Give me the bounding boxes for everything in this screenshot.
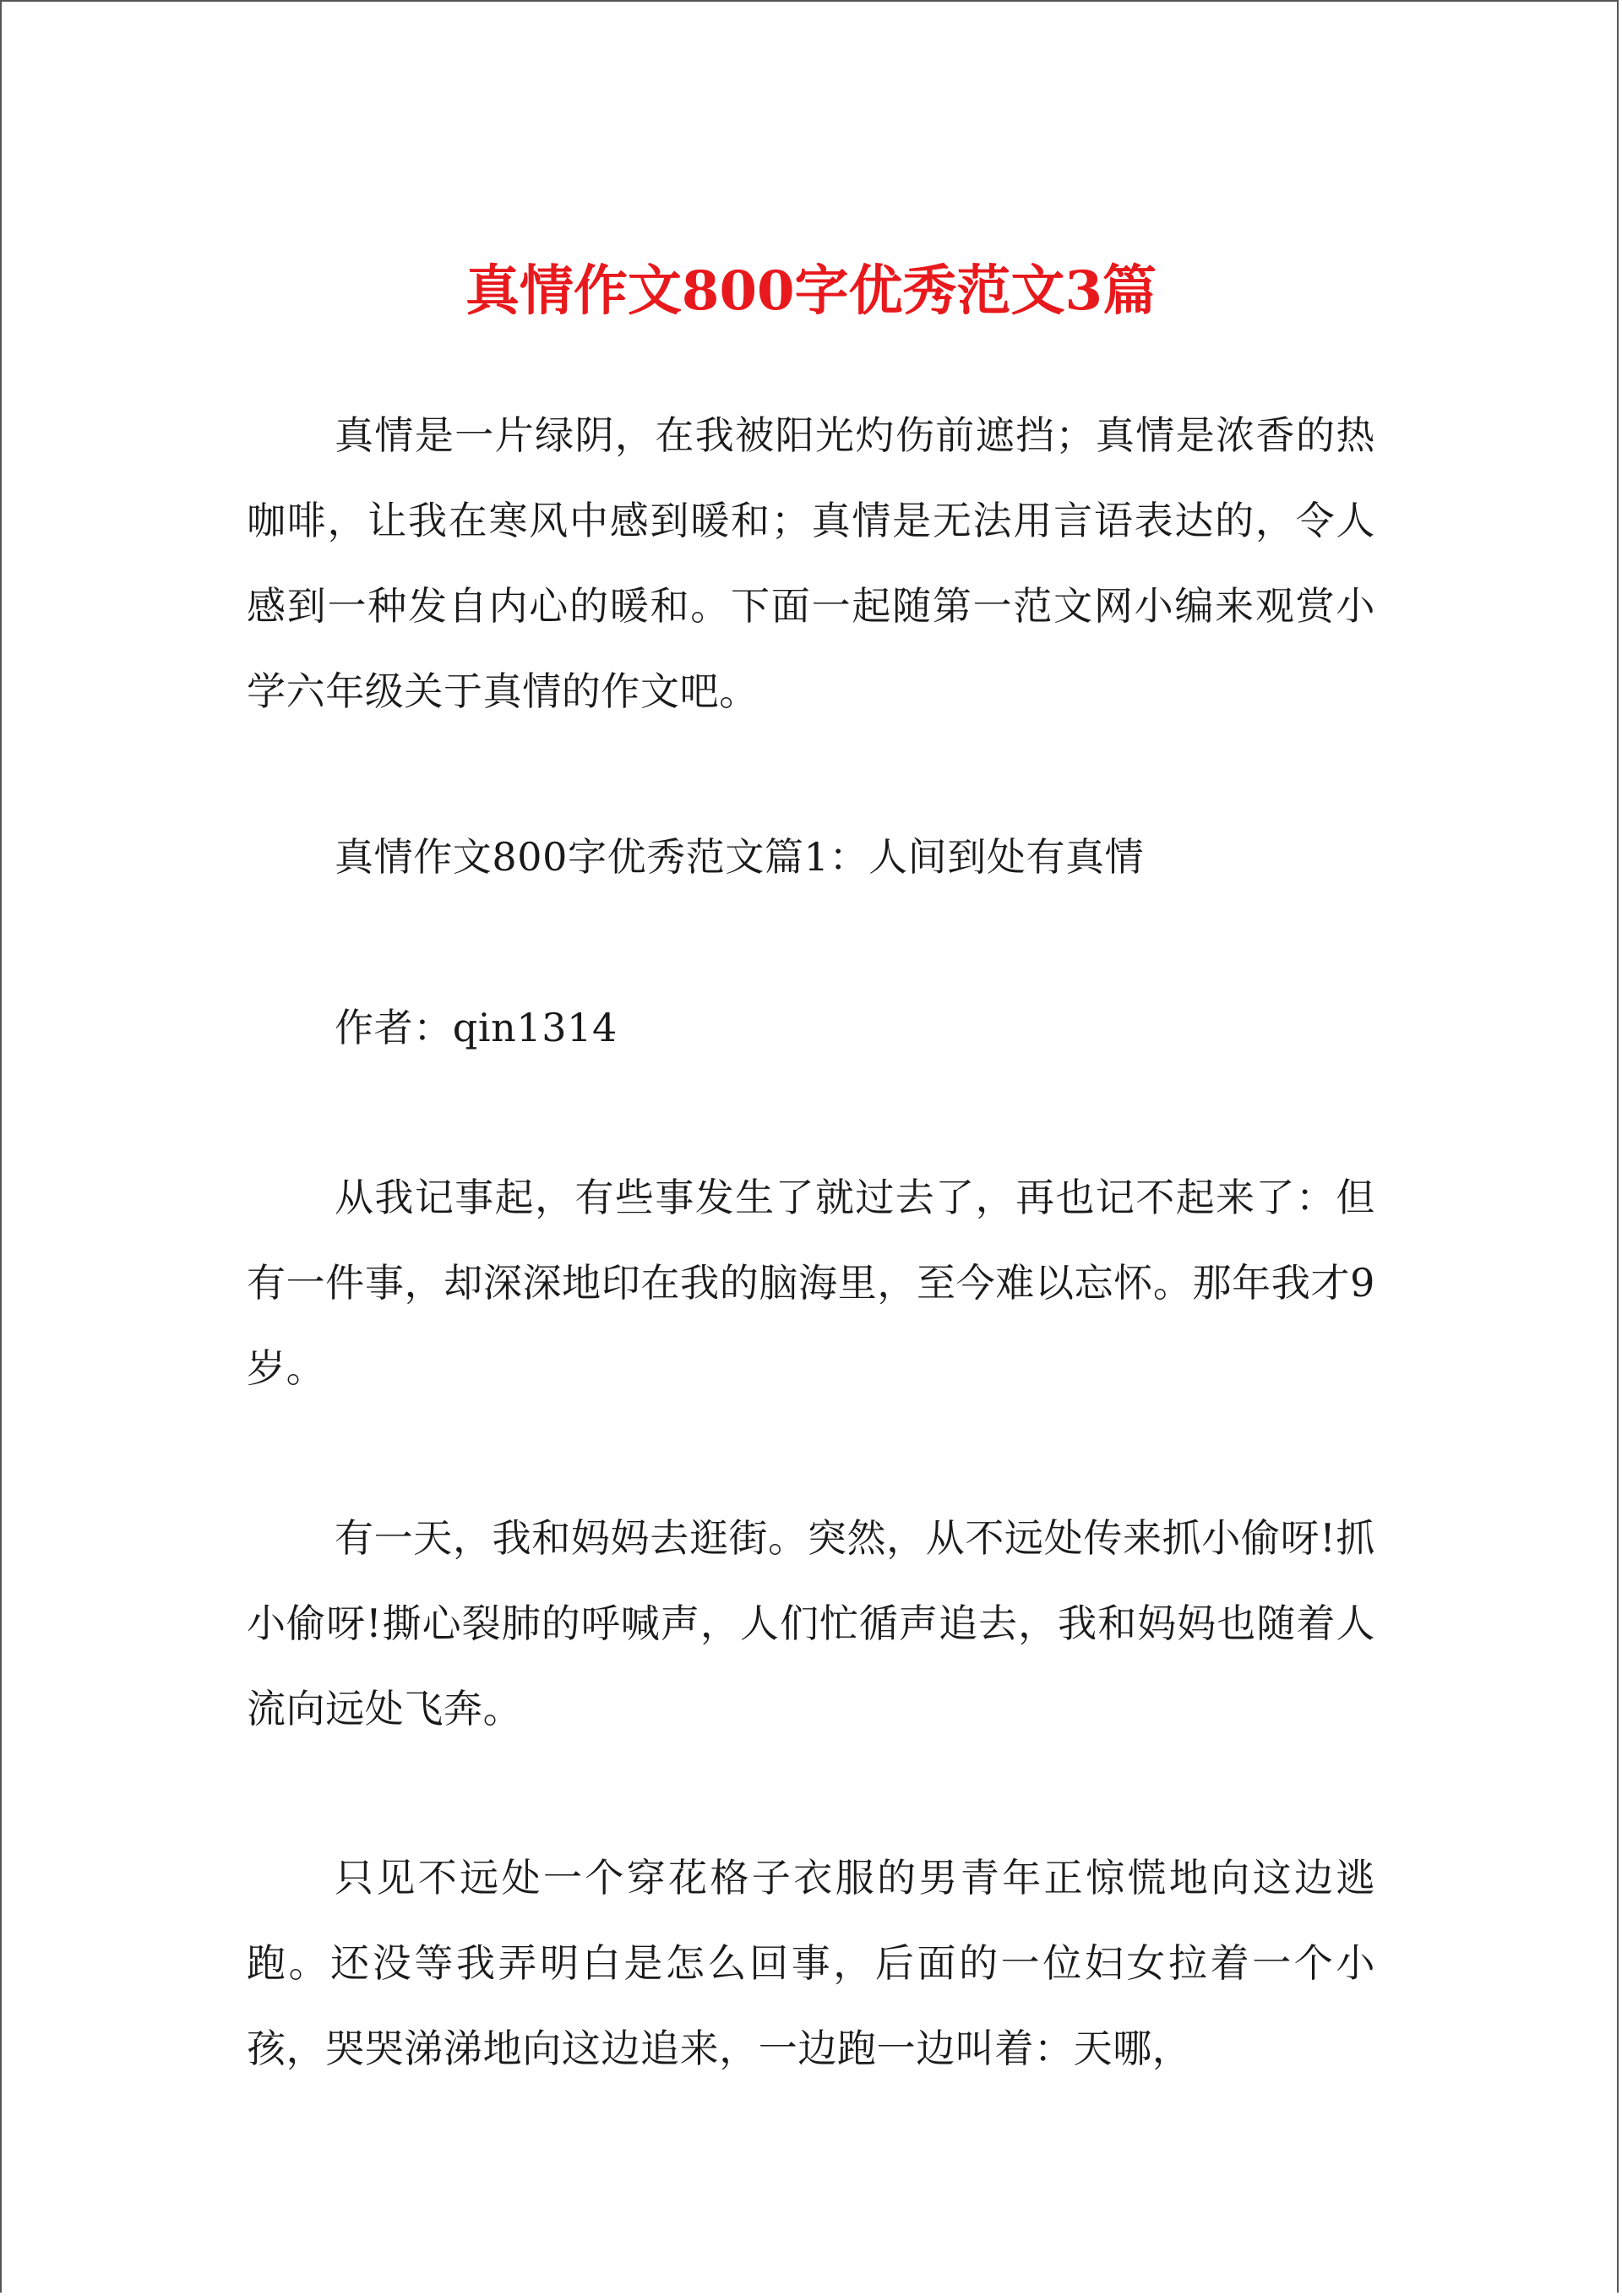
document-title: 真情作文800字优秀范文3篇: [465, 259, 1157, 323]
section-heading: 真情作文800字优秀范文篇1：人间到处有真情: [335, 834, 1145, 880]
intro-paragraph: 真情是一片绿阴，在我被阳光灼伤前遮挡；真情是浓香的热咖啡，让我在寒风中感到暖和；真情是无法用言语表达的，令人感到一种发自内心的暖和。下面一起随第一范文网小编来观赏小学六年级关于真情的作文吧。: [247, 412, 1375, 714]
author-line: 作者：qin1314: [335, 1005, 618, 1050]
body-paragraph: 有一天，我和妈妈去逛街。突然，从不远处传来抓小偷呀!抓小偷呀!撕心裂肺的呼喊声，人们忙循声追去，我和妈妈也随着人流向远处飞奔。: [247, 1515, 1375, 1732]
body-paragraph: 从我记事起，有些事发生了就过去了，再也记不起来了：但有一件事，却深深地印在我的脑海里，至今难以忘怀。那年我才9岁。: [247, 1175, 1375, 1391]
body-paragraph: 只见不远处一个穿花格子衣服的男青年正惊慌地向这边逃跑。还没等我弄明白是怎么回事，后面的一位妇女拉着一个小孩，哭哭涕涕地向这边追来，一边跑一边叫着：天哪，: [247, 1855, 1375, 2071]
